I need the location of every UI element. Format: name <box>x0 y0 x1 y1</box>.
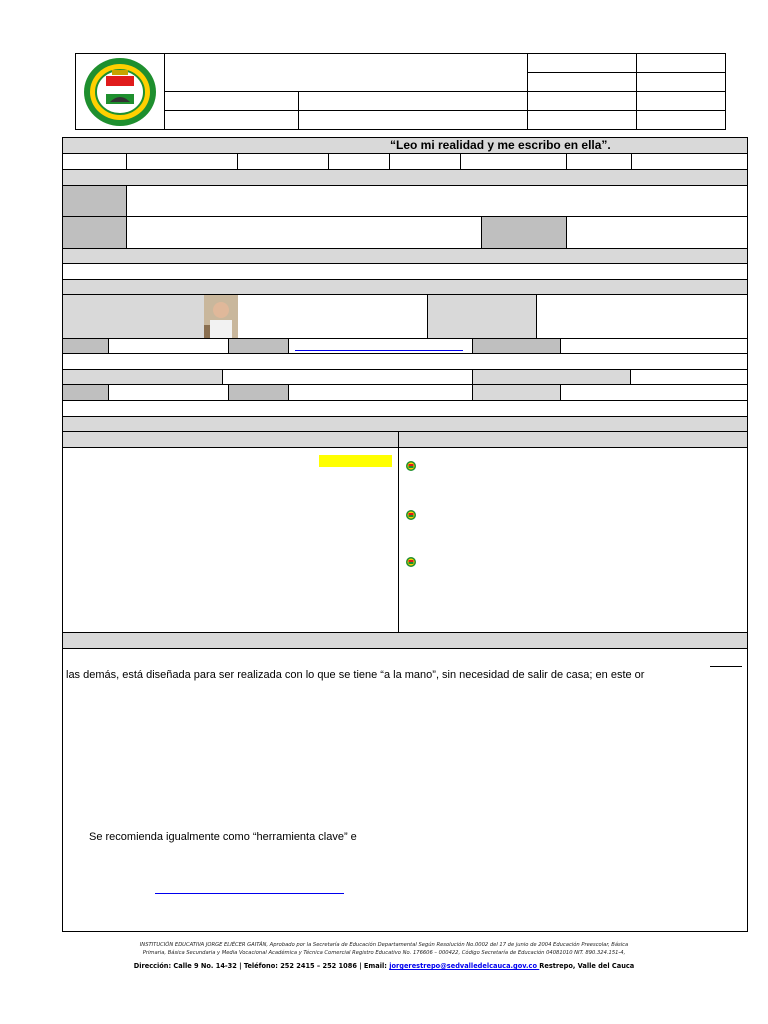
section-bar-1 <box>62 169 748 186</box>
second-contact-label-3 <box>472 384 561 401</box>
contact-label-3 <box>472 338 561 354</box>
blank-row-2 <box>62 353 748 370</box>
second-contact-label-2 <box>228 384 289 401</box>
objectives-box <box>62 447 748 633</box>
section-bar-3 <box>62 279 748 295</box>
blank-row-1 <box>62 263 748 280</box>
methodology-box <box>62 648 748 932</box>
highlight-mark <box>319 455 392 467</box>
footer-address-text: Dirección: Calle 9 No. 14-32 | Teléfono: 252 2415 – 252 1086 | Email: <box>133 962 390 970</box>
institution-crest-logo <box>82 56 158 128</box>
footer-address <box>0 962 768 970</box>
field-row-2 <box>62 216 748 249</box>
recommendation-text: Se recomienda igualmente como “herramienta clave” e <box>89 831 357 843</box>
footer-city: Restrepo, Valle del Cauca <box>539 962 635 970</box>
footer-email-link[interactable]: jorgerestrepo@sedvalledelcauca.gov.co <box>389 962 540 970</box>
second-teacher-label-1 <box>62 369 223 385</box>
section-bar-2 <box>62 248 748 264</box>
crest-bullet-icon <box>405 556 417 568</box>
field-label-3 <box>481 216 567 249</box>
methodology-text: las demás, está diseñada para ser realizada con lo que se tiene “a la mano”, sin necesidad de salir de casa; en este or <box>66 669 645 681</box>
institution-motto: “Leo mi realidad y me escribo en ella”. <box>390 138 611 152</box>
footer-line-1: INSTITUCIÓN EDUCATIVA JORGE ELIÉCER GAITÁN, Aprobado por la Secretaría de Educación Departamental Según Resolución No.0002 del 17 de junio de 2004 Educación Preescolar, Básica <box>139 942 629 948</box>
field-label-1 <box>62 185 127 217</box>
second-teacher-label-2 <box>472 369 631 385</box>
contact-row <box>62 338 748 354</box>
second-contact-row <box>62 384 748 401</box>
footer-line-2: Primaria, Básica Secundaria y Media Vocacional Académica y Técnica Comercial Registro Educativo No. 176606 – 000422, Código Secretaría de Educación 04081010 NIT. 890.324.151-4, <box>142 950 626 956</box>
teacher-photo <box>204 295 238 338</box>
info-row <box>62 153 748 170</box>
two-col-header <box>62 431 748 448</box>
crest-bullet-icon <box>405 460 417 472</box>
crest-bullet-icon <box>405 509 417 521</box>
teacher-label-cell-2 <box>427 294 537 339</box>
field-label-2 <box>62 216 127 249</box>
contact-label-1 <box>62 338 109 354</box>
section-bar-4 <box>62 416 748 432</box>
field-row-1 <box>62 185 748 217</box>
contact-label-2 <box>228 338 289 354</box>
section-bar-5 <box>62 632 748 649</box>
second-contact-label-1 <box>62 384 109 401</box>
blank-row-3 <box>62 400 748 417</box>
teacher-email-link[interactable] <box>295 350 463 351</box>
resource-link[interactable] <box>155 893 344 894</box>
